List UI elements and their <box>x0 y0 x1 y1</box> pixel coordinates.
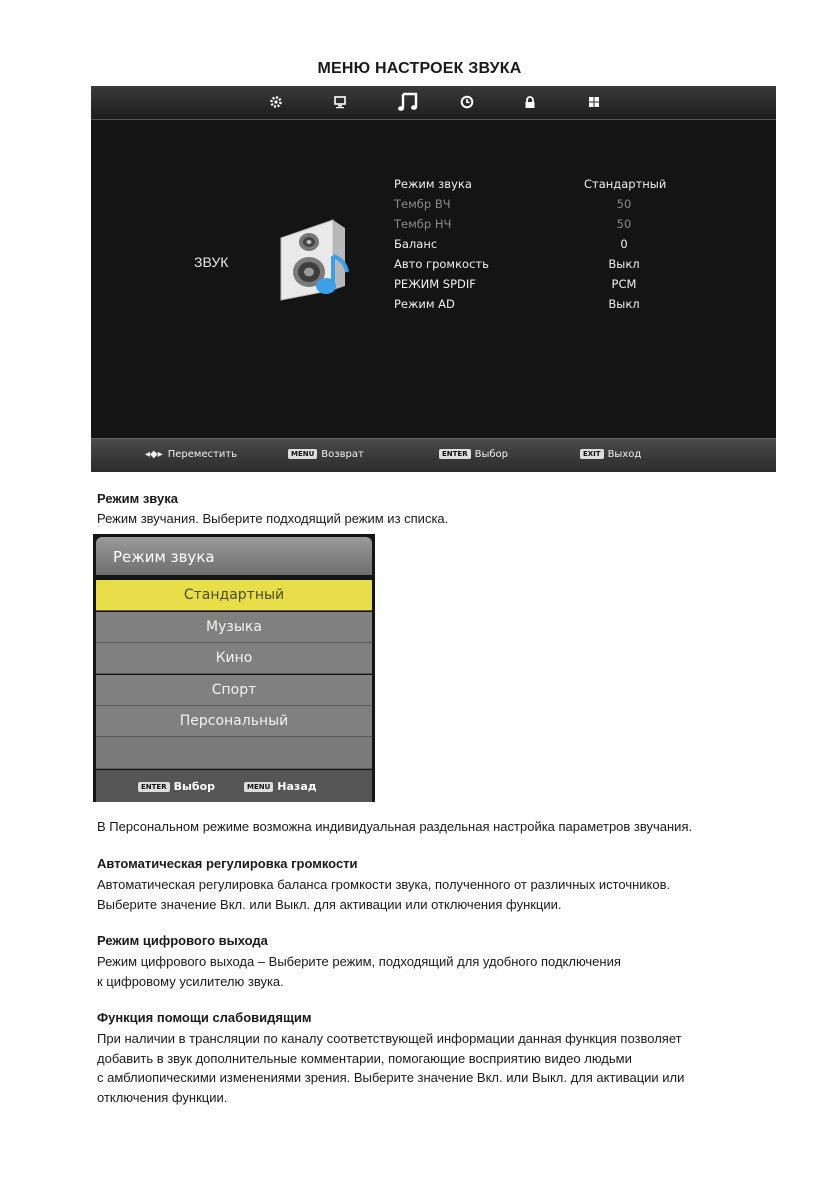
popup-title: Режим звука <box>113 548 215 566</box>
menu-tab-bar <box>91 86 776 120</box>
sound-section-label: ЗВУК <box>194 254 229 270</box>
text-line: с амблиопическими изменениями зрения. Выберите значение Вкл. или Выкл. для активации или <box>97 1070 685 1085</box>
page-title: МЕНЮ НАСТРОЕК ЗВУКА <box>317 60 522 77</box>
enter-key-icon: ENTER <box>439 449 471 459</box>
setting-value: Выкл <box>608 297 640 311</box>
hint-exit <box>580 449 641 460</box>
menu-key-icon: MENU <box>288 449 317 459</box>
settings-list <box>394 174 694 314</box>
section-text-auto-volume <box>97 875 797 914</box>
lock-icon[interactable] <box>523 95 537 109</box>
section-heading-visually-impaired: Функция помощи слабовидящим <box>97 1010 312 1025</box>
hint-move <box>145 449 237 460</box>
option-personal[interactable]: Персональный <box>96 706 372 737</box>
exit-key-icon: EXIT <box>580 449 604 459</box>
setting-value: 0 <box>620 237 628 251</box>
section-heading-sound-mode: Режим звука <box>97 491 178 506</box>
text-line: к цифровому усилителю звука. <box>97 973 284 989</box>
setting-value: Выкл <box>608 257 640 271</box>
popup-hint-select <box>138 780 215 793</box>
option-music[interactable]: Музыка <box>96 612 372 643</box>
popup-title-bar <box>96 537 372 575</box>
popup-footer <box>96 770 372 802</box>
setting-label: Авто громкость <box>394 257 489 271</box>
hint-label: Выбор <box>474 449 508 460</box>
setting-row-sound-mode[interactable] <box>394 174 694 194</box>
setting-value: Стандартный <box>584 177 667 191</box>
setting-label: Режим звука <box>394 177 472 191</box>
personal-mode-note: В Персональном режиме возможна индивидуальная раздельная настройка параметров звучания. <box>97 819 693 834</box>
apps-grid-icon[interactable] <box>587 95 601 109</box>
menu-key-icon: MENU <box>244 782 273 792</box>
clock-icon[interactable] <box>460 95 474 109</box>
text-line: Выберите значение Вкл. или Выкл. для активации или отключения функции. <box>97 896 562 912</box>
setting-label: Баланс <box>394 237 438 251</box>
section-text-sound-mode: Режим звучания. Выберите подходящий режим из списка. <box>97 511 449 526</box>
section-heading-auto-volume: Автоматическая регулировка громкости <box>97 856 358 871</box>
section-text-visually-impaired <box>97 1029 797 1107</box>
text-line: добавить в звук дополнительные комментарии, помогающие восприятию видео людьми <box>97 1050 632 1066</box>
option-movie[interactable]: Кино <box>96 643 372 674</box>
setting-label: Тембр НЧ <box>394 217 452 231</box>
section-text-digital-output <box>97 952 797 991</box>
setting-row-auto-volume[interactable] <box>394 254 694 274</box>
popup-hint-back <box>244 780 317 793</box>
setting-value: 50 <box>616 217 632 231</box>
music-note-icon[interactable] <box>397 91 419 113</box>
hint-label: Выбор <box>173 780 216 793</box>
speaker-icon <box>271 216 361 301</box>
empty-option-slot <box>96 737 372 769</box>
option-sport[interactable]: Спорт <box>96 675 372 706</box>
setting-value: 50 <box>616 197 632 211</box>
option-standard[interactable]: Стандартный <box>96 580 372 611</box>
text-line: отключения функции. <box>97 1089 228 1105</box>
channel-icon[interactable] <box>333 95 347 109</box>
text-line: Режим цифрового выхода – Выберите режим, подходящий для удобного подключения <box>97 954 621 969</box>
menu-hint-bar <box>91 438 776 472</box>
text-line: Автоматическая регулировка баланса громкости звука, полученного от различных источников. <box>97 877 671 892</box>
setting-row-spdif-mode[interactable] <box>394 274 694 294</box>
hint-label: Переместить <box>167 449 238 460</box>
text-line: При наличии в трансляции по каналу соответствующей информации данная функция позволяет <box>97 1031 682 1046</box>
setting-row-ad-mode[interactable] <box>394 294 694 314</box>
hint-select <box>439 449 508 460</box>
setting-row-bass <box>394 214 694 234</box>
setting-label: Тембр ВЧ <box>394 197 451 211</box>
section-heading-digital-output: Режим цифрового выхода <box>97 933 268 948</box>
hint-label: Назад <box>277 780 317 793</box>
enter-key-icon: ENTER <box>138 782 170 792</box>
arrows-icon: ◂◆▸ <box>145 449 163 460</box>
sound-mode-popup <box>93 534 375 802</box>
setting-label: РЕЖИМ SPDIF <box>394 277 476 291</box>
setting-value: PCM <box>611 277 637 291</box>
setting-row-treble <box>394 194 694 214</box>
setting-label: Режим AD <box>394 297 455 311</box>
hint-label: Возврат <box>321 449 364 460</box>
tv-sound-menu <box>91 86 776 472</box>
hint-label: Выход <box>607 449 642 460</box>
picture-icon[interactable] <box>269 95 283 109</box>
setting-row-balance[interactable] <box>394 234 694 254</box>
hint-back <box>288 449 364 460</box>
